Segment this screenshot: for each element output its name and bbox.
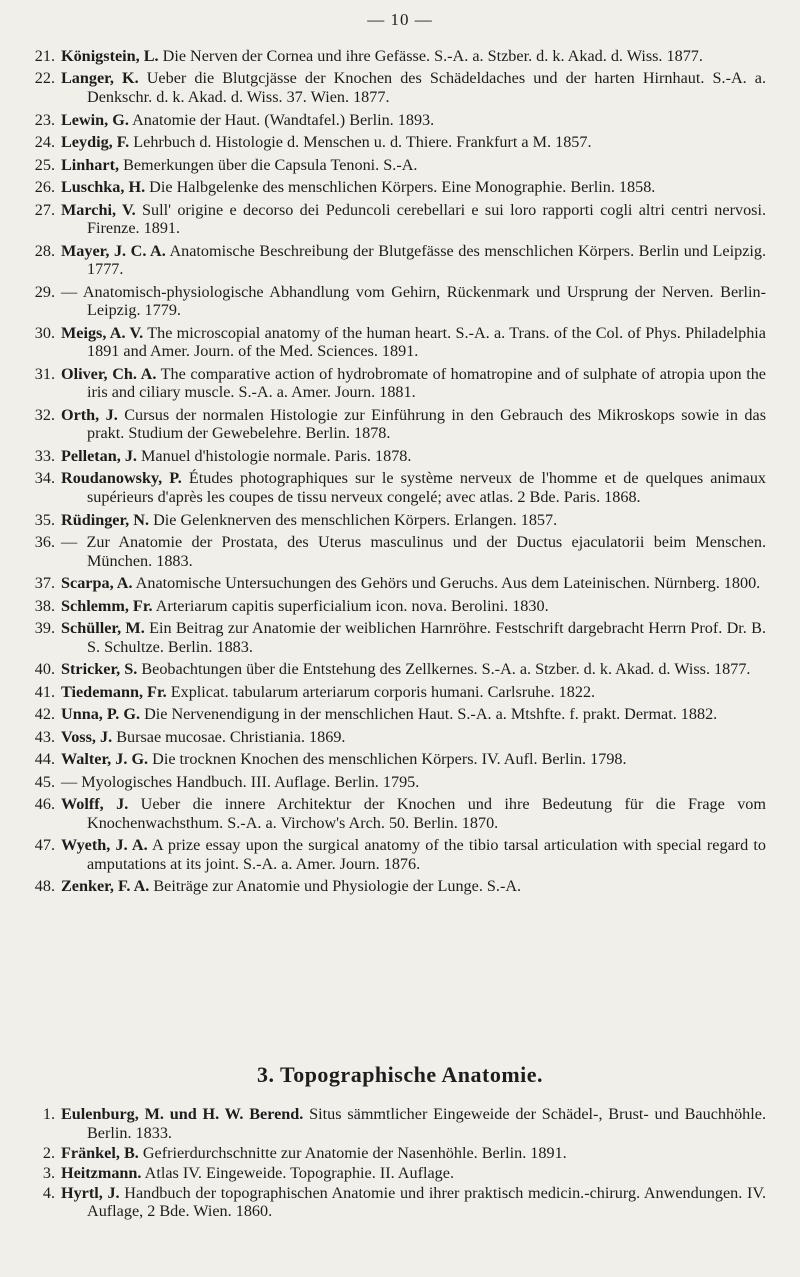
entry-text: Cursus der normalen Histologie zur Einführung in den Gebrauch des Mikroskops sowie in das prakt. Studium der Gewebelehre. Berlin. 1878. — [87, 405, 767, 443]
entry-body — [61, 324, 766, 361]
bibliography-entry — [0, 1144, 800, 1163]
entry-author: Marchi, V. — [61, 200, 136, 219]
entry-text: The microscopial anatomy of the human heart. S.-A. a. Trans. of the Col. of Phys. Philadelphia 1891 and Amer. Journ. of the Med. Sciences. 1891. — [87, 323, 766, 361]
topographic-anatomy-list — [0, 1105, 800, 1223]
entry-author: Langer, K. — [61, 69, 139, 88]
entry-text: — Anatomisch-physiologische Abhandlung vom Gehirn, Rückenmark und Ursprung der Nerven. Berlin-Leipzig. 1779. — [61, 282, 766, 320]
bibliography-entry — [0, 773, 800, 792]
bibliography-entry — [0, 133, 800, 152]
bibliography-entry — [0, 795, 800, 832]
bibliography-entry — [0, 683, 800, 702]
bibliography-entry — [0, 1164, 800, 1183]
bibliography-entry — [0, 705, 800, 724]
section-heading: 3. Topographische Anatomie. — [256, 1062, 544, 1087]
entry-text: Anatomische Beschreibung der Blutgefässe des menschlichen Körpers. Berlin und Leipzig. 1777. — [87, 241, 767, 279]
bibliography-entry — [0, 836, 800, 873]
entry-author: Roudanowsky, P. — [61, 469, 182, 488]
entry-body — [61, 447, 411, 465]
entry-number: 42. — [34, 705, 55, 724]
bibliography-entry — [0, 156, 800, 175]
bibliography-list — [0, 47, 800, 900]
entry-body — [61, 533, 766, 570]
entry-body — [61, 660, 750, 678]
entry-author: Voss, J. — [61, 727, 113, 746]
entry-text: Die Nerven der Cornea und ihre Gefässe. S.-A. a. Stzber. d. k. Akad. d. Wiss. 1877. — [162, 47, 703, 65]
entry-body — [61, 728, 345, 746]
entry-number: 32. — [34, 405, 55, 424]
entry-text: Handbuch der topographischen Anatomie und ihrer praktisch medicin.-chirurg. Anwendungen. IV. Auflage, 2 Bde. Wien. 1860. — [87, 1183, 767, 1221]
bibliography-entry — [0, 728, 800, 747]
entry-body — [61, 773, 419, 791]
entry-body — [61, 1184, 766, 1221]
entry-body — [61, 1144, 567, 1162]
entry-author: Walter, J. G. — [61, 750, 149, 769]
entry-body — [61, 597, 549, 615]
bibliography-entry — [0, 877, 800, 896]
page-number: — 10 — — [367, 10, 433, 29]
entry-number: 44. — [34, 750, 55, 769]
entry-author: Oliver, Ch. A. — [61, 364, 157, 383]
entry-number: 36. — [34, 533, 55, 552]
entry-author: Pelletan, J. — [61, 446, 137, 465]
entry-number: 26. — [34, 178, 55, 197]
entry-number: 35. — [34, 510, 55, 529]
entry-number: 28. — [34, 241, 55, 260]
entry-author: Unna, P. G. — [61, 705, 141, 724]
bibliography-entry — [0, 406, 800, 443]
entry-text: Die Gelenknerven des menschlichen Körpers. Erlangen. 1857. — [153, 510, 558, 529]
entry-author: Wolff, J. — [61, 795, 129, 814]
entry-body — [61, 111, 434, 129]
bibliography-entry — [0, 597, 800, 616]
entry-text: Anatomie der Haut. (Wandtafel.) Berlin. 1893. — [132, 110, 435, 129]
entry-text: Anatomische Untersuchungen des Gehörs und Geruchs. Aus dem Lateinischen. Nürnberg. 1800. — [135, 574, 761, 593]
entry-body — [61, 47, 703, 65]
entry-body — [61, 619, 766, 656]
entry-author: Eulenburg, M. und H. W. Berend. — [61, 1105, 304, 1123]
entry-number: 33. — [34, 446, 55, 465]
entry-body — [61, 133, 592, 151]
bibliography-entry — [0, 660, 800, 679]
entry-body — [61, 836, 766, 873]
entry-author: Luschka, H. — [61, 178, 146, 197]
bibliography-entry — [0, 283, 800, 320]
entry-text: Lehrbuch d. Histologie d. Menschen u. d. Thiere. Frankfurt a M. 1857. — [133, 133, 592, 152]
entry-author: Stricker, S. — [61, 660, 138, 679]
entry-author: Leydig, F. — [61, 133, 130, 152]
bibliography-entry — [0, 324, 800, 361]
entry-number: 46. — [34, 795, 55, 814]
entry-author: Rüdinger, N. — [61, 510, 150, 529]
entry-body — [61, 683, 595, 701]
entry-number: 3. — [42, 1163, 55, 1182]
bibliography-entry — [0, 178, 800, 197]
entry-number: 31. — [34, 364, 55, 383]
entry-number: 2. — [42, 1143, 55, 1162]
entry-author: Schüller, M. — [61, 619, 145, 638]
entry-number: 37. — [34, 574, 55, 593]
entry-text: Atlas IV. Eingeweide. Topographie. II. Auflage. — [144, 1163, 454, 1182]
entry-body — [61, 365, 766, 402]
bibliography-entry — [0, 447, 800, 466]
entry-author: Linhart, — [61, 155, 120, 174]
entry-body — [61, 1164, 454, 1182]
entry-text: Ueber die innere Architektur der Knochen und ihre Bedeutung für die Frage vom Knochenwachsthum. S.-A. a. Virchow's Arch. 50. Berlin. 1870. — [87, 795, 766, 832]
entry-text: Die Nervenendigung in der menschlichen Haut. S.-A. a. Mtshfte. f. prakt. Dermat. 1882. — [144, 705, 718, 724]
entry-number: 47. — [34, 836, 55, 855]
entry-text: Beobachtungen über die Entstehung des Zellkernes. S.-A. a. Stzber. d. k. Akad. d. Wiss. 1877. — [141, 660, 751, 679]
entry-body — [61, 156, 417, 174]
bibliography-entry — [0, 242, 800, 279]
entry-body — [61, 242, 766, 279]
entry-body — [61, 201, 766, 238]
bibliography-entry — [0, 47, 800, 66]
entry-author: Fränkel, B. — [61, 1143, 139, 1162]
entry-number: 39. — [34, 619, 55, 638]
entry-body — [61, 469, 766, 506]
entry-number: 40. — [34, 660, 55, 679]
entry-number: 24. — [34, 133, 55, 152]
entry-body — [61, 69, 766, 106]
bibliography-entry — [0, 750, 800, 769]
entry-text: Arteriarum capitis superficialium icon. nova. Berolini. 1830. — [155, 596, 549, 615]
entry-text: Sull' origine e decorso dei Peduncoli cerebellari e sui loro rapporti cogli altri centri nervosi. Firenze. 1891. — [87, 200, 767, 238]
entry-author: Heitzmann. — [61, 1163, 142, 1182]
bibliography-entry — [0, 1105, 800, 1142]
entry-text: Ueber die Blutgcjässe der Knochen des Schädeldaches und der harten Hirnhaut. S.-A. a. Denkschr. d. k. Akad. d. Wiss. 37. Wien. 1877. — [87, 69, 767, 107]
entry-author: Tiedemann, Fr. — [61, 682, 167, 701]
entry-text: — Myologisches Handbuch. III. Auflage. Berlin. 1795. — [61, 772, 420, 791]
entry-text: A prize essay upon the surgical anatomy of the tibio tarsal articulation with special regard to amputations at its joint. S.-A. a. Amer. Journ. 1876. — [87, 836, 767, 873]
entry-text: Die Halbgelenke des menschlichen Körpers. Eine Monographie. Berlin. 1858. — [149, 178, 656, 197]
entry-body — [61, 795, 766, 832]
entry-text: Bursae mucosae. Christiania. 1869. — [116, 727, 346, 746]
entry-text: Manuel d'histologie normale. Paris. 1878. — [141, 446, 412, 465]
entry-body — [61, 877, 521, 895]
entry-number: 1. — [42, 1105, 55, 1123]
entry-text: Die trocknen Knochen des menschlichen Körpers. IV. Aufl. Berlin. 1798. — [152, 750, 627, 769]
entry-number: 45. — [34, 772, 55, 791]
bibliography-entry — [0, 1184, 800, 1221]
entry-body — [61, 574, 760, 592]
entry-body — [61, 511, 557, 529]
entry-number: 34. — [34, 469, 55, 488]
entry-number: 21. — [34, 47, 55, 65]
entry-number: 43. — [34, 727, 55, 746]
entry-text: The comparative action of hydrobromate of homatropine and of sulphate of atropia upon the iris and ciliary muscle. S.-A. a. Amer. Journ. 1881. — [87, 364, 766, 402]
bibliography-entry — [0, 574, 800, 593]
entry-number: 38. — [34, 596, 55, 615]
entry-author: Wyeth, J. A. — [61, 836, 148, 855]
bibliography-entry — [0, 69, 800, 106]
entry-number: 27. — [34, 200, 55, 219]
entry-body — [61, 283, 766, 320]
entry-author: Mayer, J. C. A. — [61, 241, 166, 260]
bibliography-entry — [0, 533, 800, 570]
entry-body — [61, 705, 717, 723]
entry-body — [61, 750, 627, 768]
entry-text: Situs sämmtlicher Eingeweide der Schädel-, Brust- und Bauchhöhle. Berlin. 1833. — [87, 1105, 766, 1142]
entry-number: 29. — [34, 282, 55, 301]
bibliography-entry — [0, 619, 800, 656]
entry-author: Königstein, L. — [61, 47, 159, 65]
entry-author: Orth, J. — [61, 405, 118, 424]
bibliography-entry — [0, 111, 800, 130]
entry-number: 25. — [34, 155, 55, 174]
entry-text: Gefrierdurchschnitte zur Anatomie der Nasenhöhle. Berlin. 1891. — [142, 1143, 567, 1162]
entry-text: Ein Beitrag zur Anatomie der weiblichen Harnröhre. Festschrift dargebracht Herrn Prof. Dr. B. S. Schultze. Berlin. 1883. — [87, 619, 766, 656]
entry-author: Lewin, G. — [61, 110, 129, 129]
entry-number: 4. — [42, 1183, 55, 1202]
entry-text: — Zur Anatomie der Prostata, des Uterus masculinus und der Ductus ejaculatorii beim Menschen. München. 1883. — [61, 533, 766, 570]
entry-text: Études photographiques sur le système nerveux de l'homme et de quelques animaux supérieurs d'après les coupes de tissu nerveux congelé; avec atlas. 2 Bde. Paris. 1868. — [87, 469, 767, 507]
entry-text: Beiträge zur Anatomie und Physiologie der Lunge. S.-A. — [153, 877, 522, 896]
entry-number: 41. — [34, 682, 55, 701]
bibliography-entry — [0, 365, 800, 402]
entry-author: Schlemm, Fr. — [61, 596, 153, 615]
entry-number: 48. — [34, 877, 55, 896]
entry-author: Zenker, F. A. — [61, 877, 150, 896]
entry-author: Hyrtl, J. — [61, 1183, 120, 1202]
entry-body — [61, 178, 655, 196]
entry-number: 23. — [34, 110, 55, 129]
entry-text: Bemerkungen über die Capsula Tenoni. S.-A. — [123, 155, 418, 174]
entry-author: Meigs, A. V. — [61, 323, 144, 342]
entry-body — [61, 406, 766, 443]
entry-author: Scarpa, A. — [61, 574, 133, 593]
bibliography-entry — [0, 469, 800, 506]
entry-number: 30. — [34, 323, 55, 342]
bibliography-entry — [0, 201, 800, 238]
entry-text: Explicat. tabularum arteriarum corporis humani. Carlsruhe. 1822. — [170, 682, 596, 701]
entry-body — [61, 1105, 766, 1142]
bibliography-entry — [0, 511, 800, 530]
entry-number: 22. — [34, 69, 55, 88]
